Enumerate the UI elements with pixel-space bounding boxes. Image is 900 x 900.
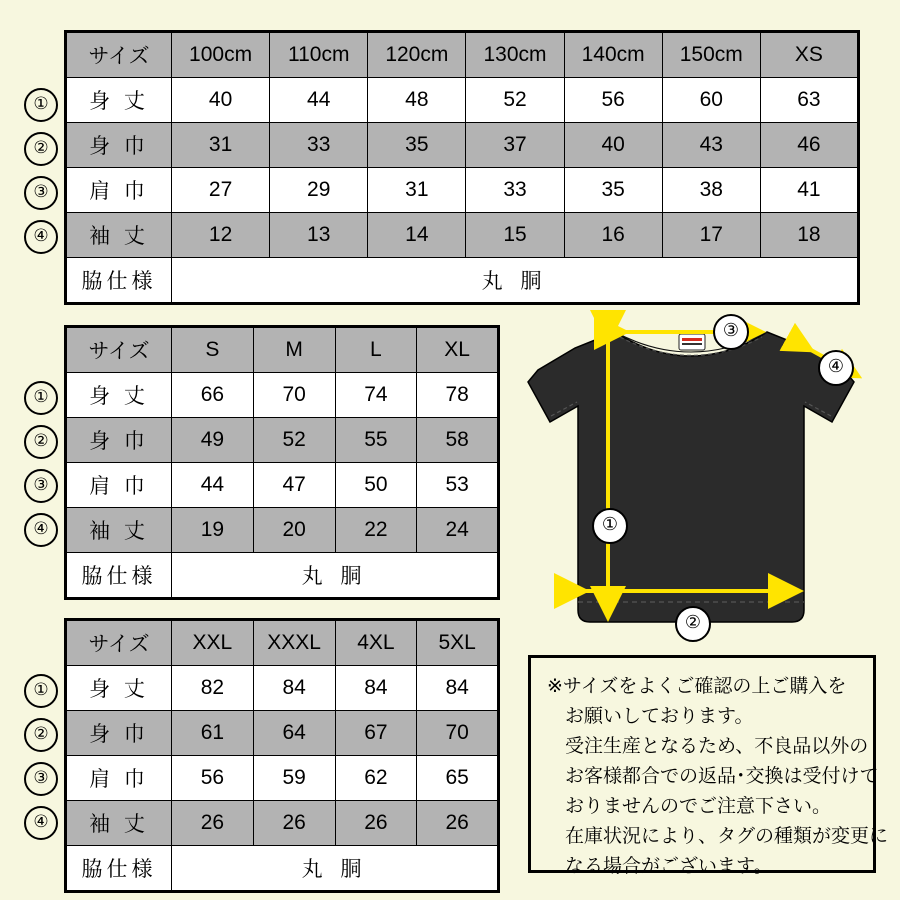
table-header-cell: 120cm	[368, 32, 466, 78]
table-row	[66, 213, 859, 258]
notice-line: 受注生産となるため、不良品以外の	[565, 736, 869, 757]
table-cell: 64	[253, 711, 335, 756]
table-header-row	[66, 327, 499, 373]
table-cell: 35	[564, 168, 662, 213]
table-cell: 50	[335, 463, 417, 508]
table-header-cell: L	[335, 327, 417, 373]
table-cell: 53	[417, 463, 499, 508]
row-label: 肩 巾	[66, 756, 172, 801]
table-cell: 33	[270, 123, 368, 168]
notice-line: お客様都合での返品･交換は受付けて	[565, 766, 879, 787]
table-cell: 63	[760, 78, 858, 123]
table-cell: 13	[270, 213, 368, 258]
table-cell: 40	[564, 123, 662, 168]
table-cell: 37	[466, 123, 564, 168]
table-cell: 44	[270, 78, 368, 123]
table-row	[66, 123, 859, 168]
table-cell: 16	[564, 213, 662, 258]
footer-value: 丸 胴	[172, 553, 499, 599]
table-cell: 27	[172, 168, 270, 213]
table-cell: 47	[253, 463, 335, 508]
table-row	[66, 373, 499, 418]
big-size-table	[64, 618, 500, 893]
callout-4: ④	[818, 350, 854, 386]
table-cell: 29	[270, 168, 368, 213]
table-row	[66, 418, 499, 463]
table-header-cell: 4XL	[335, 620, 417, 666]
table-cell: 40	[172, 78, 270, 123]
table-header-cell: サイズ	[66, 327, 172, 373]
table-cell: 84	[417, 666, 499, 711]
table-cell: 26	[253, 801, 335, 846]
row-number-2: ②	[24, 718, 58, 752]
table-cell: 19	[172, 508, 254, 553]
table-cell: 62	[335, 756, 417, 801]
table-cell: 60	[662, 78, 760, 123]
table-cell: 43	[662, 123, 760, 168]
table-cell: 70	[417, 711, 499, 756]
table-cell: 31	[172, 123, 270, 168]
tshirt-measurement-diagram	[520, 310, 890, 650]
notice-line: お願いしております。	[565, 706, 754, 727]
table-header-cell: 110cm	[270, 32, 368, 78]
table-cell: 49	[172, 418, 254, 463]
row-number-4: ④	[24, 220, 58, 254]
brand-tag-icon	[679, 334, 705, 350]
table-cell: 44	[172, 463, 254, 508]
kids-size-table-block	[64, 30, 860, 305]
table-cell: 67	[335, 711, 417, 756]
table-row	[66, 711, 499, 756]
table-cell: 82	[172, 666, 254, 711]
row-label: 身 丈	[66, 78, 172, 123]
table-header-row	[66, 620, 499, 666]
table-cell: 46	[760, 123, 858, 168]
notice-line: なる場合がございます。	[565, 856, 773, 877]
table-cell: 24	[417, 508, 499, 553]
row-number-3: ③	[24, 469, 58, 503]
row-label: 身 巾	[66, 711, 172, 756]
table-cell: 26	[172, 801, 254, 846]
table-row	[66, 508, 499, 553]
row-number-4: ④	[24, 513, 58, 547]
table-cell: 35	[368, 123, 466, 168]
row-label: 袖 丈	[66, 508, 172, 553]
notice-line: 在庫状況により、タグの種類が変更に	[565, 826, 889, 847]
row-number-2: ②	[24, 132, 58, 166]
table-header-cell: 140cm	[564, 32, 662, 78]
row-number-1: ①	[24, 88, 58, 122]
table-cell: 84	[253, 666, 335, 711]
table-row	[66, 463, 499, 508]
purchase-notice-box	[528, 655, 889, 877]
row-label: 身 巾	[66, 123, 172, 168]
table-cell: 17	[662, 213, 760, 258]
adult-size-table-block	[64, 325, 500, 600]
table-header-cell: XS	[760, 32, 858, 78]
table-cell: 65	[417, 756, 499, 801]
row-number-4: ④	[24, 806, 58, 840]
table-cell: 56	[172, 756, 254, 801]
table-cell: 31	[368, 168, 466, 213]
adult-size-table	[64, 325, 500, 600]
table-cell: 52	[466, 78, 564, 123]
row-label: 身 丈	[66, 373, 172, 418]
tshirt-shape	[528, 332, 854, 622]
footer-label: 脇仕様	[66, 553, 172, 599]
row-number-2: ②	[24, 425, 58, 459]
table-footer-row	[66, 553, 499, 599]
table-cell: 74	[335, 373, 417, 418]
table-cell: 20	[253, 508, 335, 553]
row-number-1: ①	[24, 381, 58, 415]
table-cell: 12	[172, 213, 270, 258]
notice-line: ※サイズをよくご確認の上ご購入を	[547, 676, 847, 697]
notice-line: おりませんのでご注意下さい。	[565, 796, 832, 817]
table-cell: 14	[368, 213, 466, 258]
footer-value: 丸 胴	[172, 846, 499, 892]
table-cell: 58	[417, 418, 499, 463]
row-number-3: ③	[24, 176, 58, 210]
table-header-cell: 5XL	[417, 620, 499, 666]
footer-value: 丸 胴	[172, 258, 859, 304]
table-header-cell: 130cm	[466, 32, 564, 78]
table-header-cell: 100cm	[172, 32, 270, 78]
row-label: 身 巾	[66, 418, 172, 463]
table-cell: 70	[253, 373, 335, 418]
table-cell: 78	[417, 373, 499, 418]
table-header-cell: M	[253, 327, 335, 373]
kids-size-table	[64, 30, 860, 305]
table-row	[66, 756, 499, 801]
table-header-cell: XL	[417, 327, 499, 373]
table-row	[66, 666, 499, 711]
callout-1: ①	[592, 508, 628, 544]
row-label: 肩 巾	[66, 168, 172, 213]
row-label: 袖 丈	[66, 801, 172, 846]
table-cell: 61	[172, 711, 254, 756]
table-cell: 38	[662, 168, 760, 213]
table-cell: 84	[335, 666, 417, 711]
table-header-cell: S	[172, 327, 254, 373]
table-cell: 26	[417, 801, 499, 846]
table-header-cell: XXL	[172, 620, 254, 666]
table-row	[66, 168, 859, 213]
table-cell: 41	[760, 168, 858, 213]
footer-label: 脇仕様	[66, 258, 172, 304]
table-footer-row	[66, 258, 859, 304]
table-cell: 48	[368, 78, 466, 123]
table-cell: 33	[466, 168, 564, 213]
table-header-cell: サイズ	[66, 620, 172, 666]
table-header-cell: サイズ	[66, 32, 172, 78]
table-cell: 22	[335, 508, 417, 553]
table-row	[66, 78, 859, 123]
row-label: 袖 丈	[66, 213, 172, 258]
footer-label: 脇仕様	[66, 846, 172, 892]
table-cell: 66	[172, 373, 254, 418]
table-footer-row	[66, 846, 499, 892]
table-cell: 18	[760, 213, 858, 258]
table-header-row	[66, 32, 859, 78]
table-cell: 59	[253, 756, 335, 801]
table-row	[66, 801, 499, 846]
row-label: 身 丈	[66, 666, 172, 711]
callout-3: ③	[713, 314, 749, 350]
big-size-table-block	[64, 618, 500, 893]
table-cell: 55	[335, 418, 417, 463]
table-header-cell: 150cm	[662, 32, 760, 78]
table-cell: 56	[564, 78, 662, 123]
row-label: 肩 巾	[66, 463, 172, 508]
table-cell: 15	[466, 213, 564, 258]
table-cell: 52	[253, 418, 335, 463]
table-cell: 26	[335, 801, 417, 846]
callout-2: ②	[675, 606, 711, 642]
row-number-3: ③	[24, 762, 58, 796]
row-number-1: ①	[24, 674, 58, 708]
table-header-cell: XXXL	[253, 620, 335, 666]
